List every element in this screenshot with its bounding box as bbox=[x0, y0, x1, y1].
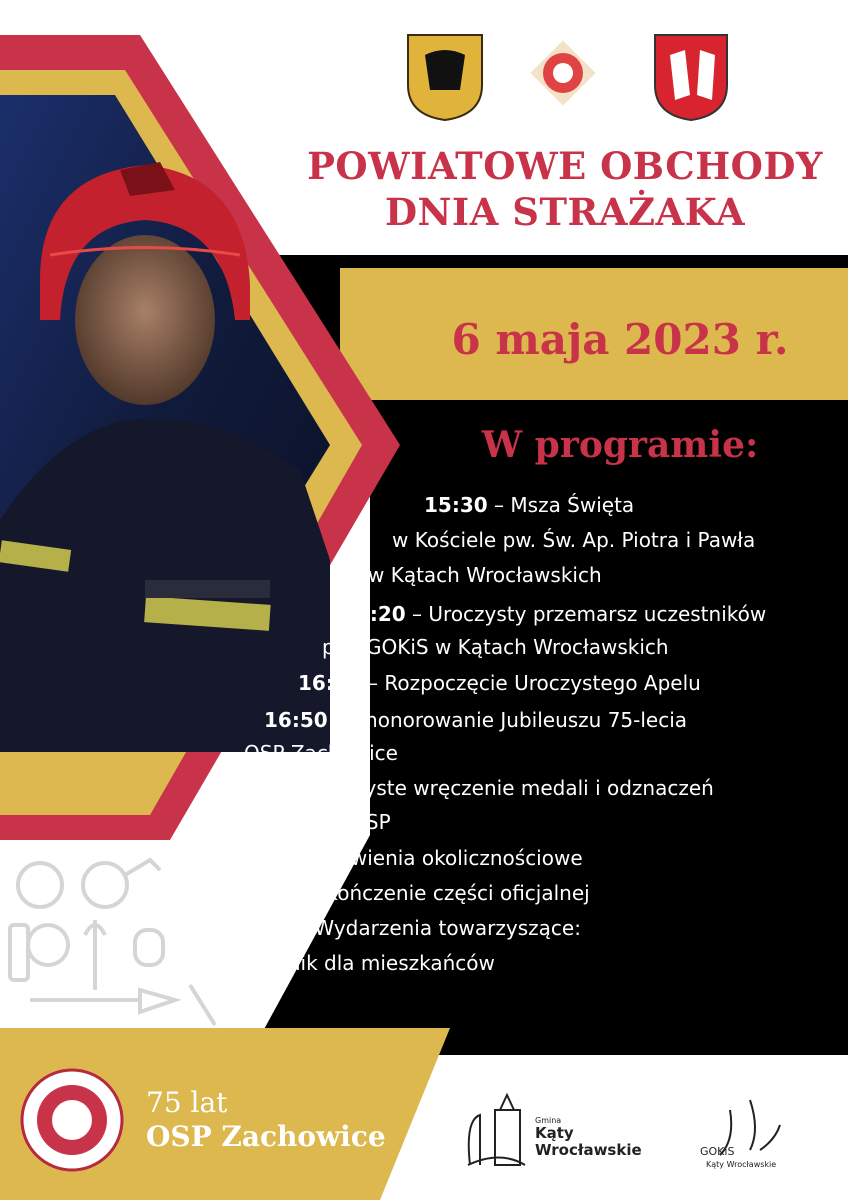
crest-psp bbox=[530, 40, 595, 105]
program-line-12: 17:30 – Zakończenie części oficjalnej bbox=[214, 881, 590, 905]
anniversary-line2: OSP Zachowice bbox=[146, 1120, 386, 1153]
gokis-name: GOKiS bbox=[700, 1145, 735, 1158]
event-title-line2: DNIA STRAŻAKA bbox=[384, 190, 746, 234]
gmina-name-line1: Kąty bbox=[535, 1124, 574, 1142]
gokis-subtitle: Kąty Wrocławskie bbox=[706, 1160, 777, 1169]
program-line-7: 16:50 – Uhonorowanie Jubileuszu 75-lecia bbox=[264, 708, 688, 732]
program-line-8: OSP Zachowice bbox=[244, 741, 398, 765]
program-line-5: pod GOKiS w Kątach Wrocławskich bbox=[322, 635, 669, 659]
program-heading: W programie: bbox=[481, 424, 759, 466]
crest-dolny-slask bbox=[408, 35, 482, 120]
gmina-name-line2: Wrocławskie bbox=[535, 1141, 642, 1159]
event-title-line1: POWIATOWE OBCHODY bbox=[307, 144, 823, 188]
crest-powiat bbox=[655, 35, 727, 120]
program-line-2: w Kościele pw. Św. Ap. Piotra i Pawła bbox=[392, 528, 756, 552]
program-line-10: dla strażaków OSP bbox=[206, 810, 391, 834]
event-date: 6 maja 2023 r. bbox=[451, 315, 789, 364]
program-line-14: piknik dla mieszkańców bbox=[258, 951, 495, 975]
program-line-6: 16:40 – Rozpoczęcie Uroczystego Apelu bbox=[298, 671, 701, 695]
program-line-11: 17:20 – Przemówienia okolicznościowe bbox=[190, 846, 583, 870]
program-line-1: 15:30 – Msza Święta bbox=[424, 493, 635, 517]
gmina-logo bbox=[468, 1095, 525, 1165]
anniversary-line1: 75 lat bbox=[146, 1086, 228, 1119]
program-line-9: 17:00 – Uroczyste wręczenie medali i odznaczeń bbox=[222, 776, 714, 800]
osp-badge bbox=[22, 1070, 122, 1170]
program-line-13: 17:45 – Wydarzenia towarzyszące: bbox=[228, 916, 581, 940]
program-line-3: w Kątach Wrocławskich bbox=[368, 563, 602, 587]
gmina-small-label: Gmina bbox=[535, 1116, 562, 1125]
program-line-4: 16:20 – Uroczysty przemarsz uczestników bbox=[342, 602, 767, 626]
